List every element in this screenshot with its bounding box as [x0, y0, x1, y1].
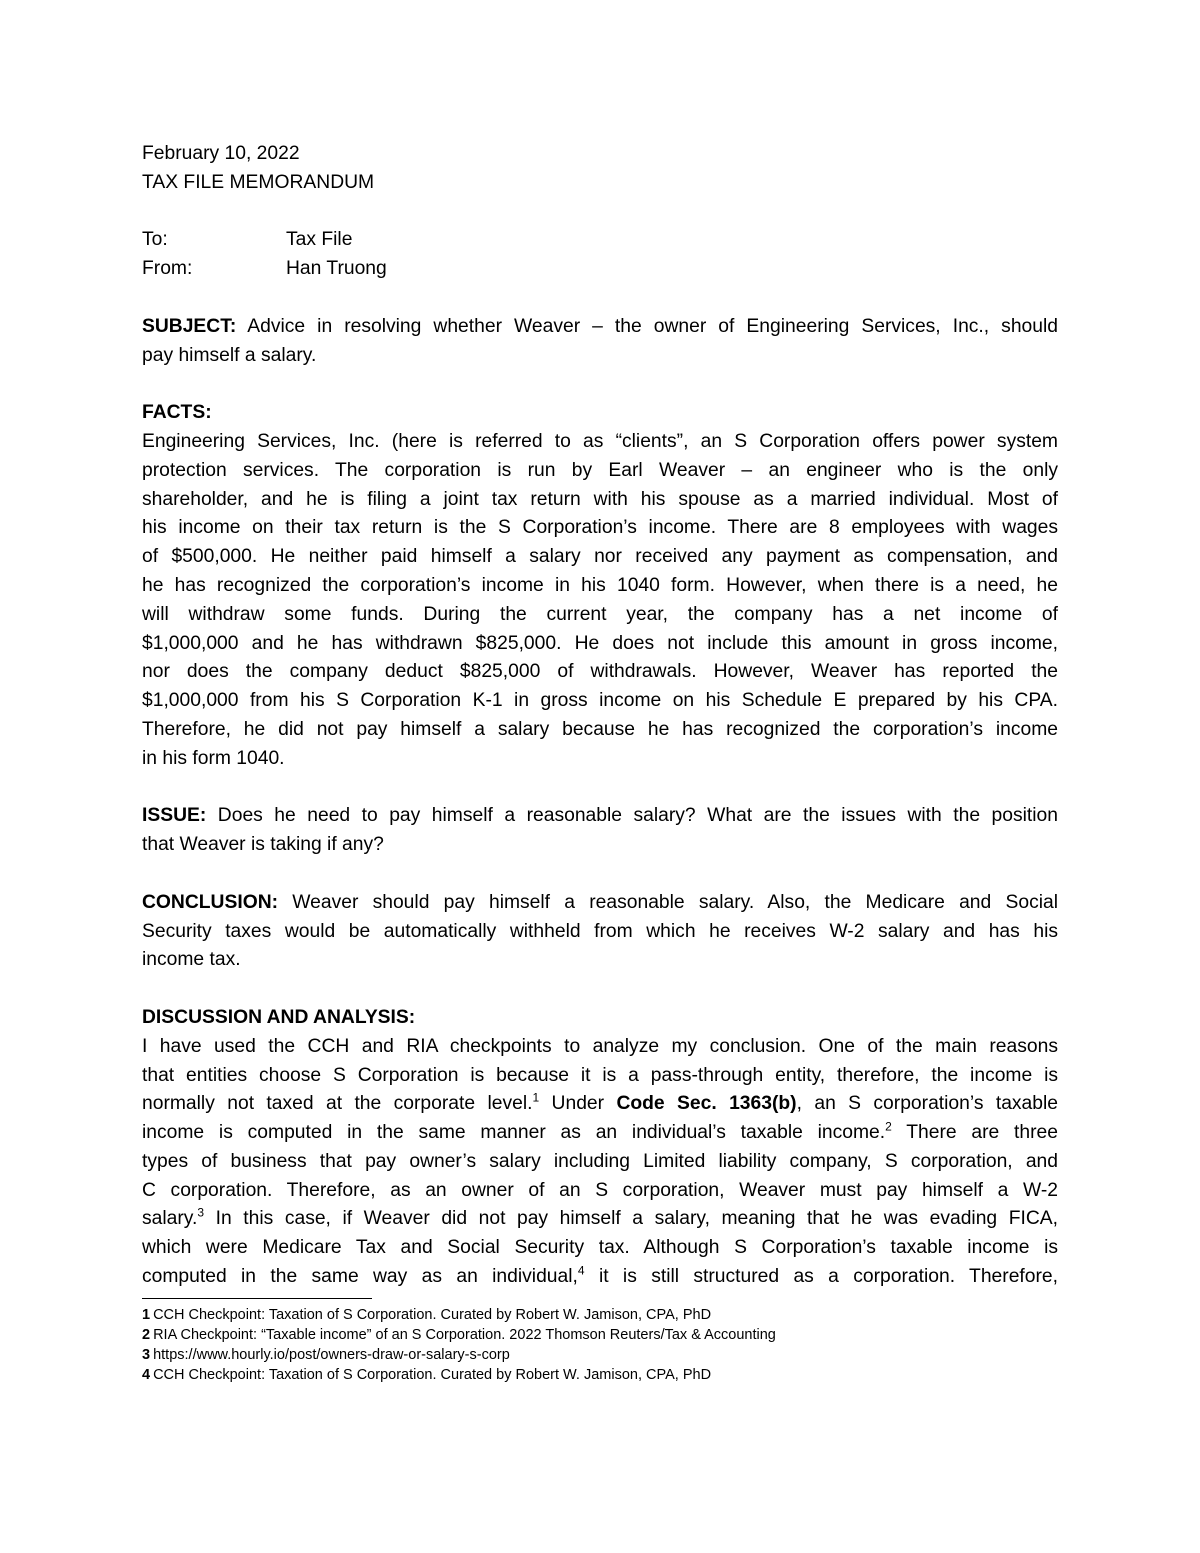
subject-section — [142, 313, 1058, 371]
conclusion-section — [142, 889, 1058, 975]
footnotes — [142, 1305, 1058, 1385]
facts-line: Engineering Services, Inc. (here is referred to as “clients”, an S Corporation offers power system — [142, 430, 1058, 452]
facts-line: will withdraw some funds. During the current year, the company has a net income of — [142, 603, 1058, 625]
conclusion-line: CONCLUSION: Weaver should pay himself a reasonable salary. Also, the Medicare and Social — [142, 891, 1058, 913]
discussion-line: computed in the same way as an individual,$^4$ it is still structured as a corporation. Therefore, — [142, 1263, 1059, 1288]
to-row — [142, 226, 1058, 255]
issue-section — [142, 802, 1058, 860]
memo-heading: TAX FILE MEMORANDUM — [142, 171, 375, 193]
facts-line: $1,000,000 from his S Corporation K-1 in gross income on his Schedule E prepared by his CPA. — [142, 690, 1058, 712]
facts-line: his income on their tax return is the S Corporation’s income. There are 8 employees with wages — [142, 517, 1058, 539]
facts-line: shareholder, and he is filing a joint tax return with his spouse as a married individual. Most of — [142, 488, 1058, 510]
issue-label: ISSUE: — [142, 805, 207, 827]
memo-date: February 10, 2022 — [142, 143, 300, 164]
facts-line: protection services. The corporation is run by Earl Weaver – an engineer who is the only — [142, 459, 1058, 481]
conclusion-label: CONCLUSION: — [142, 891, 279, 913]
discussion-section — [142, 1004, 1058, 1292]
subject-line: SUBJECT: Advice in resolving whether Weaver – the owner of Engineering Services, Inc., should — [142, 315, 1058, 337]
conclusion-line: Security taxes would be automatically withheld from which he receives W-2 salary and has his — [142, 920, 1058, 942]
footnote-ref: 2 — [885, 1119, 892, 1134]
subject-label: SUBJECT: — [142, 315, 237, 337]
footnote-ref: 1 — [532, 1090, 540, 1105]
facts-line: $1,000,000 and he has withdrawn $825,000. He does not include this amount in gross income, — [142, 632, 1058, 654]
code-sec-ref: Code Sec. 1363(b) — [616, 1093, 797, 1115]
facts-line: in his form 1040. — [142, 747, 285, 769]
discussion-line: income is computed in the same manner as an individual’s taxable income.$^2$ There are three — [142, 1119, 1059, 1144]
issue-line: that Weaver is taking if any? — [142, 834, 384, 856]
to-value: Tax File — [286, 229, 353, 251]
issue-line: ISSUE: Does he need to pay himself a reasonable salary? What are the issues with the position — [142, 805, 1058, 827]
discussion-line: that entities choose S Corporation is because it is a pass-through entity, therefore, the income is — [142, 1064, 1058, 1086]
facts-section — [142, 399, 1058, 773]
discussion-line: salary.$^3$ In this case, if Weaver did not pay himself a salary, meaning that he was evading FICA, — [142, 1206, 1058, 1230]
footnote-ref: 3 — [197, 1206, 205, 1221]
facts-line: of $500,000. He neither paid himself a salary nor received any payment as compensation, and — [142, 546, 1058, 568]
footnote: 4 CCH Checkpoint: Taxation of S Corporation. Curated by Robert W. Jamison, CPA, PhD — [142, 1366, 712, 1383]
discussion-label: DISCUSSION AND ANALYSIS: — [142, 1006, 416, 1028]
footnote: 3 https://www.hourly.io/post/owners-draw-or-salary-s-corp — [142, 1346, 510, 1363]
discussion-line: normally not taxed at the corporate level.$^1$ Under Code Sec. 1363(b), an S corporation’s taxable — [142, 1090, 1059, 1115]
conclusion-line: income tax. — [142, 949, 241, 971]
from-value: Han Truong — [286, 258, 387, 280]
facts-line: he has recognized the corporation’s income in his 1040 form. However, when there is a need, he — [142, 574, 1058, 596]
discussion-line: I have used the CCH and RIA checkpoints to analyze my conclusion. One of the main reasons — [142, 1035, 1058, 1057]
memo-body — [142, 140, 1058, 1292]
footnote-ref: 4 — [577, 1263, 585, 1278]
subject-line: pay himself a salary. — [142, 344, 317, 366]
footnote: 2 RIA Checkpoint: “Taxable income” of an S Corporation. 2022 Thomson Reuters/Tax & Accounting — [142, 1326, 776, 1343]
discussion-line: which were Medicare Tax and Social Security tax. Although S Corporation’s taxable income is — [142, 1237, 1058, 1259]
discussion-line: types of business that pay owner’s salary including Limited liability company, S corporation, and — [142, 1150, 1058, 1172]
footnote-separator — [142, 1298, 372, 1299]
from-row — [142, 255, 1058, 284]
to-label: To: — [142, 229, 168, 251]
discussion-line: C corporation. Therefore, as an owner of an S corporation, Weaver must pay himself a W-2 — [142, 1179, 1058, 1201]
facts-label: FACTS: — [142, 402, 212, 424]
facts-line: nor does the company deduct $825,000 of withdrawals. However, Weaver has reported the — [142, 661, 1058, 683]
facts-line: Therefore, he did not pay himself a salary because he has recognized the corporation’s income — [142, 718, 1058, 740]
from-label: From: — [142, 258, 193, 280]
footnote: 1 CCH Checkpoint: Taxation of S Corporation. Curated by Robert W. Jamison, CPA, PhD — [142, 1306, 712, 1323]
